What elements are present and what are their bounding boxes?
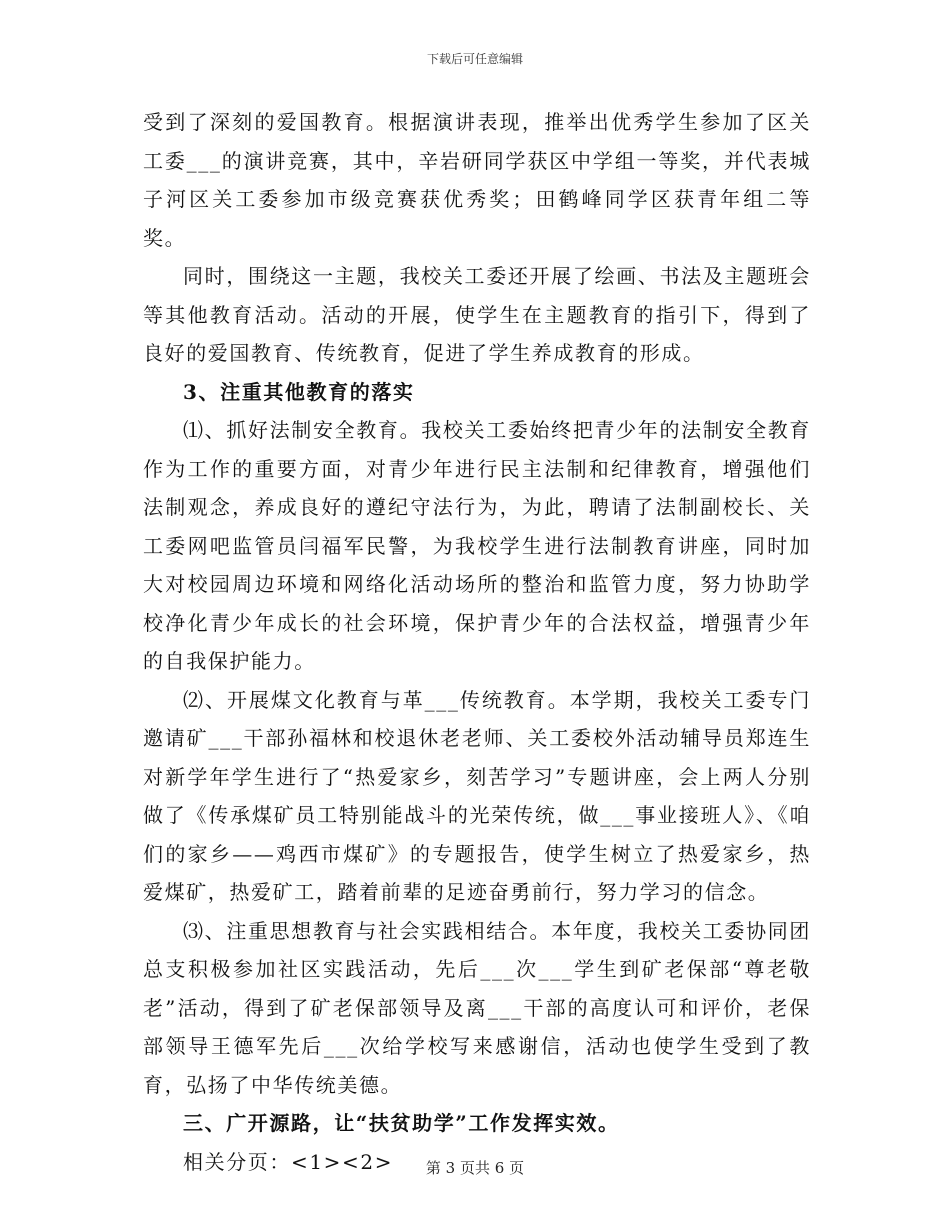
paragraph-legal-safety: ⑴、抓好法制安全教育。我校关工委始终把青少年的法制安全教育作为工作的重要方面，对青少年进行民主法制和纪律教育，增强他们法制观念，养成良好的遵纪守法行为，为此，聘请了法制副校长、关工委网吧监管员闫福军民警，为我校学生进行法制教育讲座，同时加大对校园周边环境和网络化活动场所的整治和监管力度，努力协助学校净化青少年成长的社会环境，保护青少年的合法权益，增强青少年的自我保护能力。 [143,418,811,673]
paragraph-other-activities: 同时，围绕这一主题，我校关工委还开展了绘画、书法及主题班会等其他教育活动。活动的开展，使学生在主题教育的指引下，得到了良好的爱国教育、传统教育，促进了学生养成教育的形成。 [143,264,811,365]
pagination-links[interactable]: 相关分页：<1><2> [183,1149,394,1174]
section-heading-other-education: 3、注重其他教育的落实 [183,379,415,404]
page-footer: 第 3 页共 6 页 [425,1159,525,1177]
document-body [143,103,811,1181]
page-header: 下载后可任意编辑 [426,52,523,66]
section-heading-poverty-aid: 三、广开源路，让“扶贫助学”工作发挥实效。 [183,1111,620,1135]
paragraph-speech-contest: 受到了深刻的爱国教育。根据演讲表现，推举出优秀学生参加了区关工委___的演讲竞赛，其中，辛岩研同学获区中学组一等奖，并代表城子河区关工委参加市级竞赛获优秀奖；田鹤峰同学区获青年组二等奖。 [143,110,811,250]
paragraph-coal-culture: ⑵、开展煤文化教育与革___传统教育。本学期，我校关工委专门邀请矿___干部孙福林和校退休老老师、关工委校外活动辅导员郑连生对新学年学生进行了“热爱家乡，刻苦学习”专题讲座，会上两人分别做了《传承煤矿员工特别能战斗的光荣传统，做___事业接班人》、《咱们的家乡——鸡西市煤矿》的专题报告，使学生树立了热爱家乡，热爱煤矿，热爱矿工，踏着前辈的足迹奋勇前行，努力学习的信念。 [143,687,811,904]
paragraph-social-practice: ⑶、注重思想教育与社会实践相结合。本年度，我校关工委协同团总支积极参加社区实践活动，先后___次___学生到矿老保部“尊老敬老”活动，得到了矿老保部领导及离___干部的高度认可和评价，老保部领导王德军先后___次给学校写来感谢信，活动也使学生受到了教育，弘扬了中华传统美德。 [143,918,811,1097]
